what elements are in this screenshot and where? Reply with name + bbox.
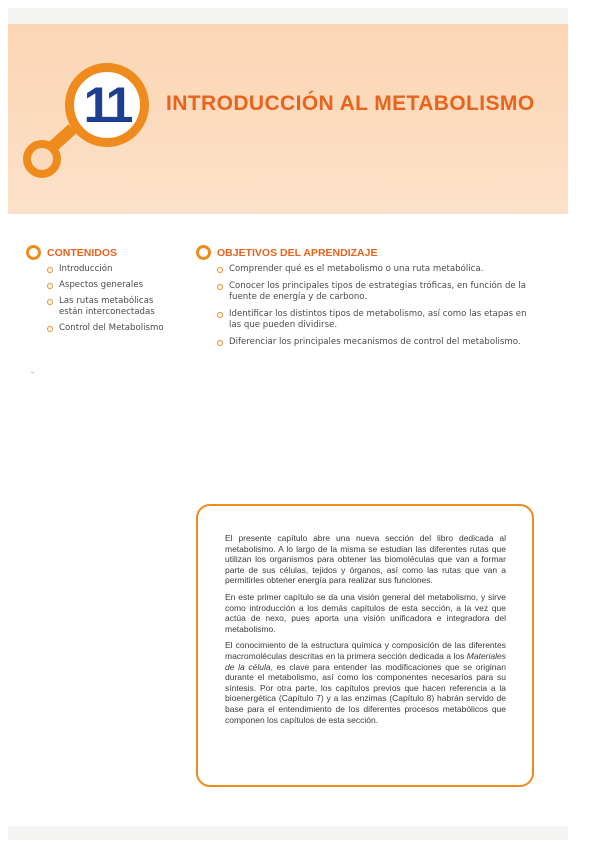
list-item [47, 323, 177, 334]
list-item-text: Introducción [59, 264, 113, 274]
list-item-text: Identificar los distintos tipos de metabolismo, así como las etapas en las que pueden dividirse. [229, 309, 527, 330]
page-mark [31, 372, 34, 373]
list-item-text: Control del Metabolismo [59, 323, 164, 333]
bullet-ring-icon [47, 283, 53, 289]
bullet-ring-icon [217, 267, 223, 273]
bullet-ring-icon [47, 299, 53, 305]
bullet-ring-icon [217, 312, 223, 318]
list-item [47, 264, 177, 275]
list-item [47, 280, 177, 291]
list-item [217, 337, 537, 348]
objetivos-ring-icon [196, 245, 211, 260]
list-item [217, 281, 537, 303]
intro-paragraph-2: En este primer capítulo se da una visión general del metabolismo, y sirve como introducción a los demás capítulos de esta sección, a la vez que actúa de nexo, pues aporta una visión unificadora e integradora del metabolismo. [225, 591, 506, 634]
badge-small-ring-icon [23, 140, 61, 178]
bullet-ring-icon [47, 267, 53, 273]
intro-paragraph-3-end: , es clave para entender las modificaciones que se originan durante el metabolismo, así como los componentes necesarios para su síntesis. Por otra parte, los capítulos previos que hacen referencia a la bioenergética (Capítulo 7) y a las enzimas (Capítulo 8) habrán servido de base para el entendimiento de los diferentes procesos metabólicos que componen los capítulos de esta sección. [225, 661, 506, 725]
bullet-ring-icon [47, 326, 53, 332]
list-item-text: Comprender qué es el metabolismo o una ruta metabólica. [229, 264, 484, 274]
list-item-text: Diferenciar los principales mecanismos de control del metabolismo. [229, 337, 521, 347]
contenidos-heading: CONTENIDOS [47, 247, 118, 259]
intro-paragraph-1: El presente capítulo abre una nueva sección del libro dedicada al metabolismo. A lo largo de la misma se estudian las diferentes rutas que utilizan los organismos para obtener las biomoléculas que van a formar parte de sus células, tejidos y órganos, así como las rutas que van a permitirles obtener energía para realizar sus funciones. [225, 533, 506, 586]
introduction-text [225, 533, 506, 731]
introduction-box [196, 504, 534, 787]
contenidos-ring-icon [26, 245, 41, 260]
list-item [217, 309, 537, 331]
bottom-page-strip [8, 826, 568, 840]
list-item-text: Aspectos generales [59, 280, 144, 290]
bullet-ring-icon [217, 284, 223, 290]
intro-paragraph-3-start: El conocimiento de la estructura química y composición de las diferentes macromoléculas descritas en la primera sección dedicada a los [225, 640, 506, 661]
intro-paragraph-3 [225, 640, 506, 725]
objetivos-list [217, 264, 537, 354]
top-page-strip [8, 8, 568, 24]
objetivos-heading: OBJETIVOS DEL APRENDIZAJE [217, 247, 378, 259]
chapter-title: INTRODUCCIÓN AL METABOLISMO [166, 92, 535, 115]
list-item [217, 264, 537, 275]
intro-paragraph-3-italic: Materiales de la célula [225, 650, 506, 672]
list-item-text: Las rutas metabólicas están interconectadas [59, 296, 155, 317]
list-item [47, 296, 177, 318]
chapter-number: 11 [83, 77, 131, 133]
bullet-ring-icon [217, 340, 223, 346]
list-item-text: Conocer los principales tipos de estrategias tróficas, en función de la fuente de energía y de carbono. [229, 281, 527, 302]
contenidos-list [47, 264, 177, 339]
